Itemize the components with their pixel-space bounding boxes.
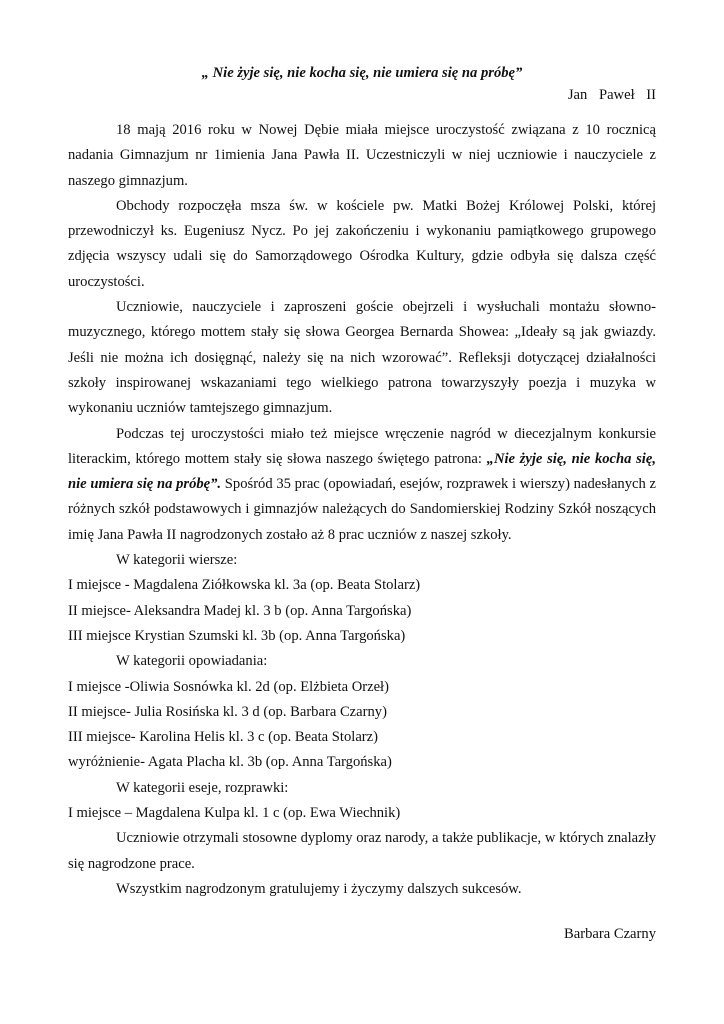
winner-line: wyróżnienie- Agata Placha kl. 3b (op. Anna Targońska)	[68, 754, 392, 771]
winner-line: I miejsce – Magdalena Kulpa kl. 1 c (op. Ewa Wiechnik)	[68, 805, 401, 822]
paragraph-intro: 18 mają 2016 roku w Nowej Dębie miała miejsce uroczystość związana z 10 rocznicą nadania Gimnazjum nr 1imienia Jana Pawła II. Uczestniczyli w niej uczniowie i nauczyciele z naszego gimnazjum.	[68, 122, 656, 189]
paragraph-mass: Obchody rozpoczęła msza św. w kościele pw. Matki Bożej Królowej Polski, której przewodniczył ks. Eugeniusz Nycz. Po jej zakończeniu i wykonaniu pamiątkowego grupowego zdjęcia wszyscy udali się do Samorządowego Ośrodka Kultury, gdzie odbyła się dalsza część uroczystości.	[68, 197, 656, 290]
winner-line: I miejsce - Magdalena Ziółkowska kl. 3a (op. Beata Stolarz)	[68, 577, 421, 594]
paragraph-performance: Uczniowie, nauczyciele i zaproszeni goście obejrzeli i wysłuchali montażu słowno-muzycznego, którego mottem stały się słowa Georgea Bernarda Showea: „Ideały są jak gwiazdy. Jeśli nie można ich dosięgnąć, należy się na nich wzorować”. Refleksji dotyczącej działalności szkoły inspirowanej wskazaniami tego wielkiego patrona towarzyszyły poezja i muzyka w wykonaniu uczniów tamtejszego gimnazjum.	[68, 299, 656, 417]
paragraph-contest-end: Spośród 35 prac (opowiadań, esejów, rozprawek i wierszy) nadesłanych z różnych szkół podstawowych i gimnazjów należących do Sandomierskiej Rodziny Szkół noszących imię Jana Pawła II nagrodzonych zostało aż 8 prac uczniów z naszej szkoły.	[68, 476, 656, 543]
document-page	[68, 62, 656, 948]
category-heading-stories: W kategorii opowiadania:	[116, 653, 268, 670]
motto-quote: „ Nie żyje się, nie kocha się, nie umiera się na próbę”	[201, 65, 523, 81]
winner-line: III miejsce- Karolina Helis kl. 3 c (op. Beata Stolarz)	[68, 729, 379, 746]
winner-line: I miejsce -Oliwia Sosnówka kl. 2d (op. Elżbieta Orzeł)	[68, 678, 389, 695]
paragraph-contest	[68, 422, 656, 548]
paragraph-congratulations: Wszystkim nagrodzonym gratulujemy i życzymy dalszych sukcesów.	[116, 880, 522, 897]
winner-line: III miejsce Krystian Szumski kl. 3b (op. Anna Targońska)	[68, 627, 406, 644]
author-signature: Barbara Czarny	[564, 926, 656, 943]
paragraph-awards: Uczniowie otrzymali stosowne dyplomy oraz narody, a także publikacje, w których znalazły się nagrodzone prace.	[68, 830, 656, 872]
paragraph-contest-start: Podczas tej uroczystości miało też miejsce wręczenie nagród w diecezjalnym konkursie literackim, którego mottem stały się słowa naszego świętego patrona:	[68, 425, 656, 467]
contest-motto: „Nie żyje się, nie kocha się, nie umiera się na próbę”.	[68, 450, 656, 493]
category-heading-poems: W kategorii wiersze:	[116, 552, 238, 569]
category-heading-essays: W kategorii eseje, rozprawki:	[116, 779, 289, 796]
motto-author: Jan Paweł II	[567, 87, 656, 103]
winner-line: II miejsce- Aleksandra Madej kl. 3 b (op. Anna Targońska)	[68, 602, 412, 619]
winner-line: II miejsce- Julia Rosińska kl. 3 d (op. Barbara Czarny)	[68, 703, 387, 720]
